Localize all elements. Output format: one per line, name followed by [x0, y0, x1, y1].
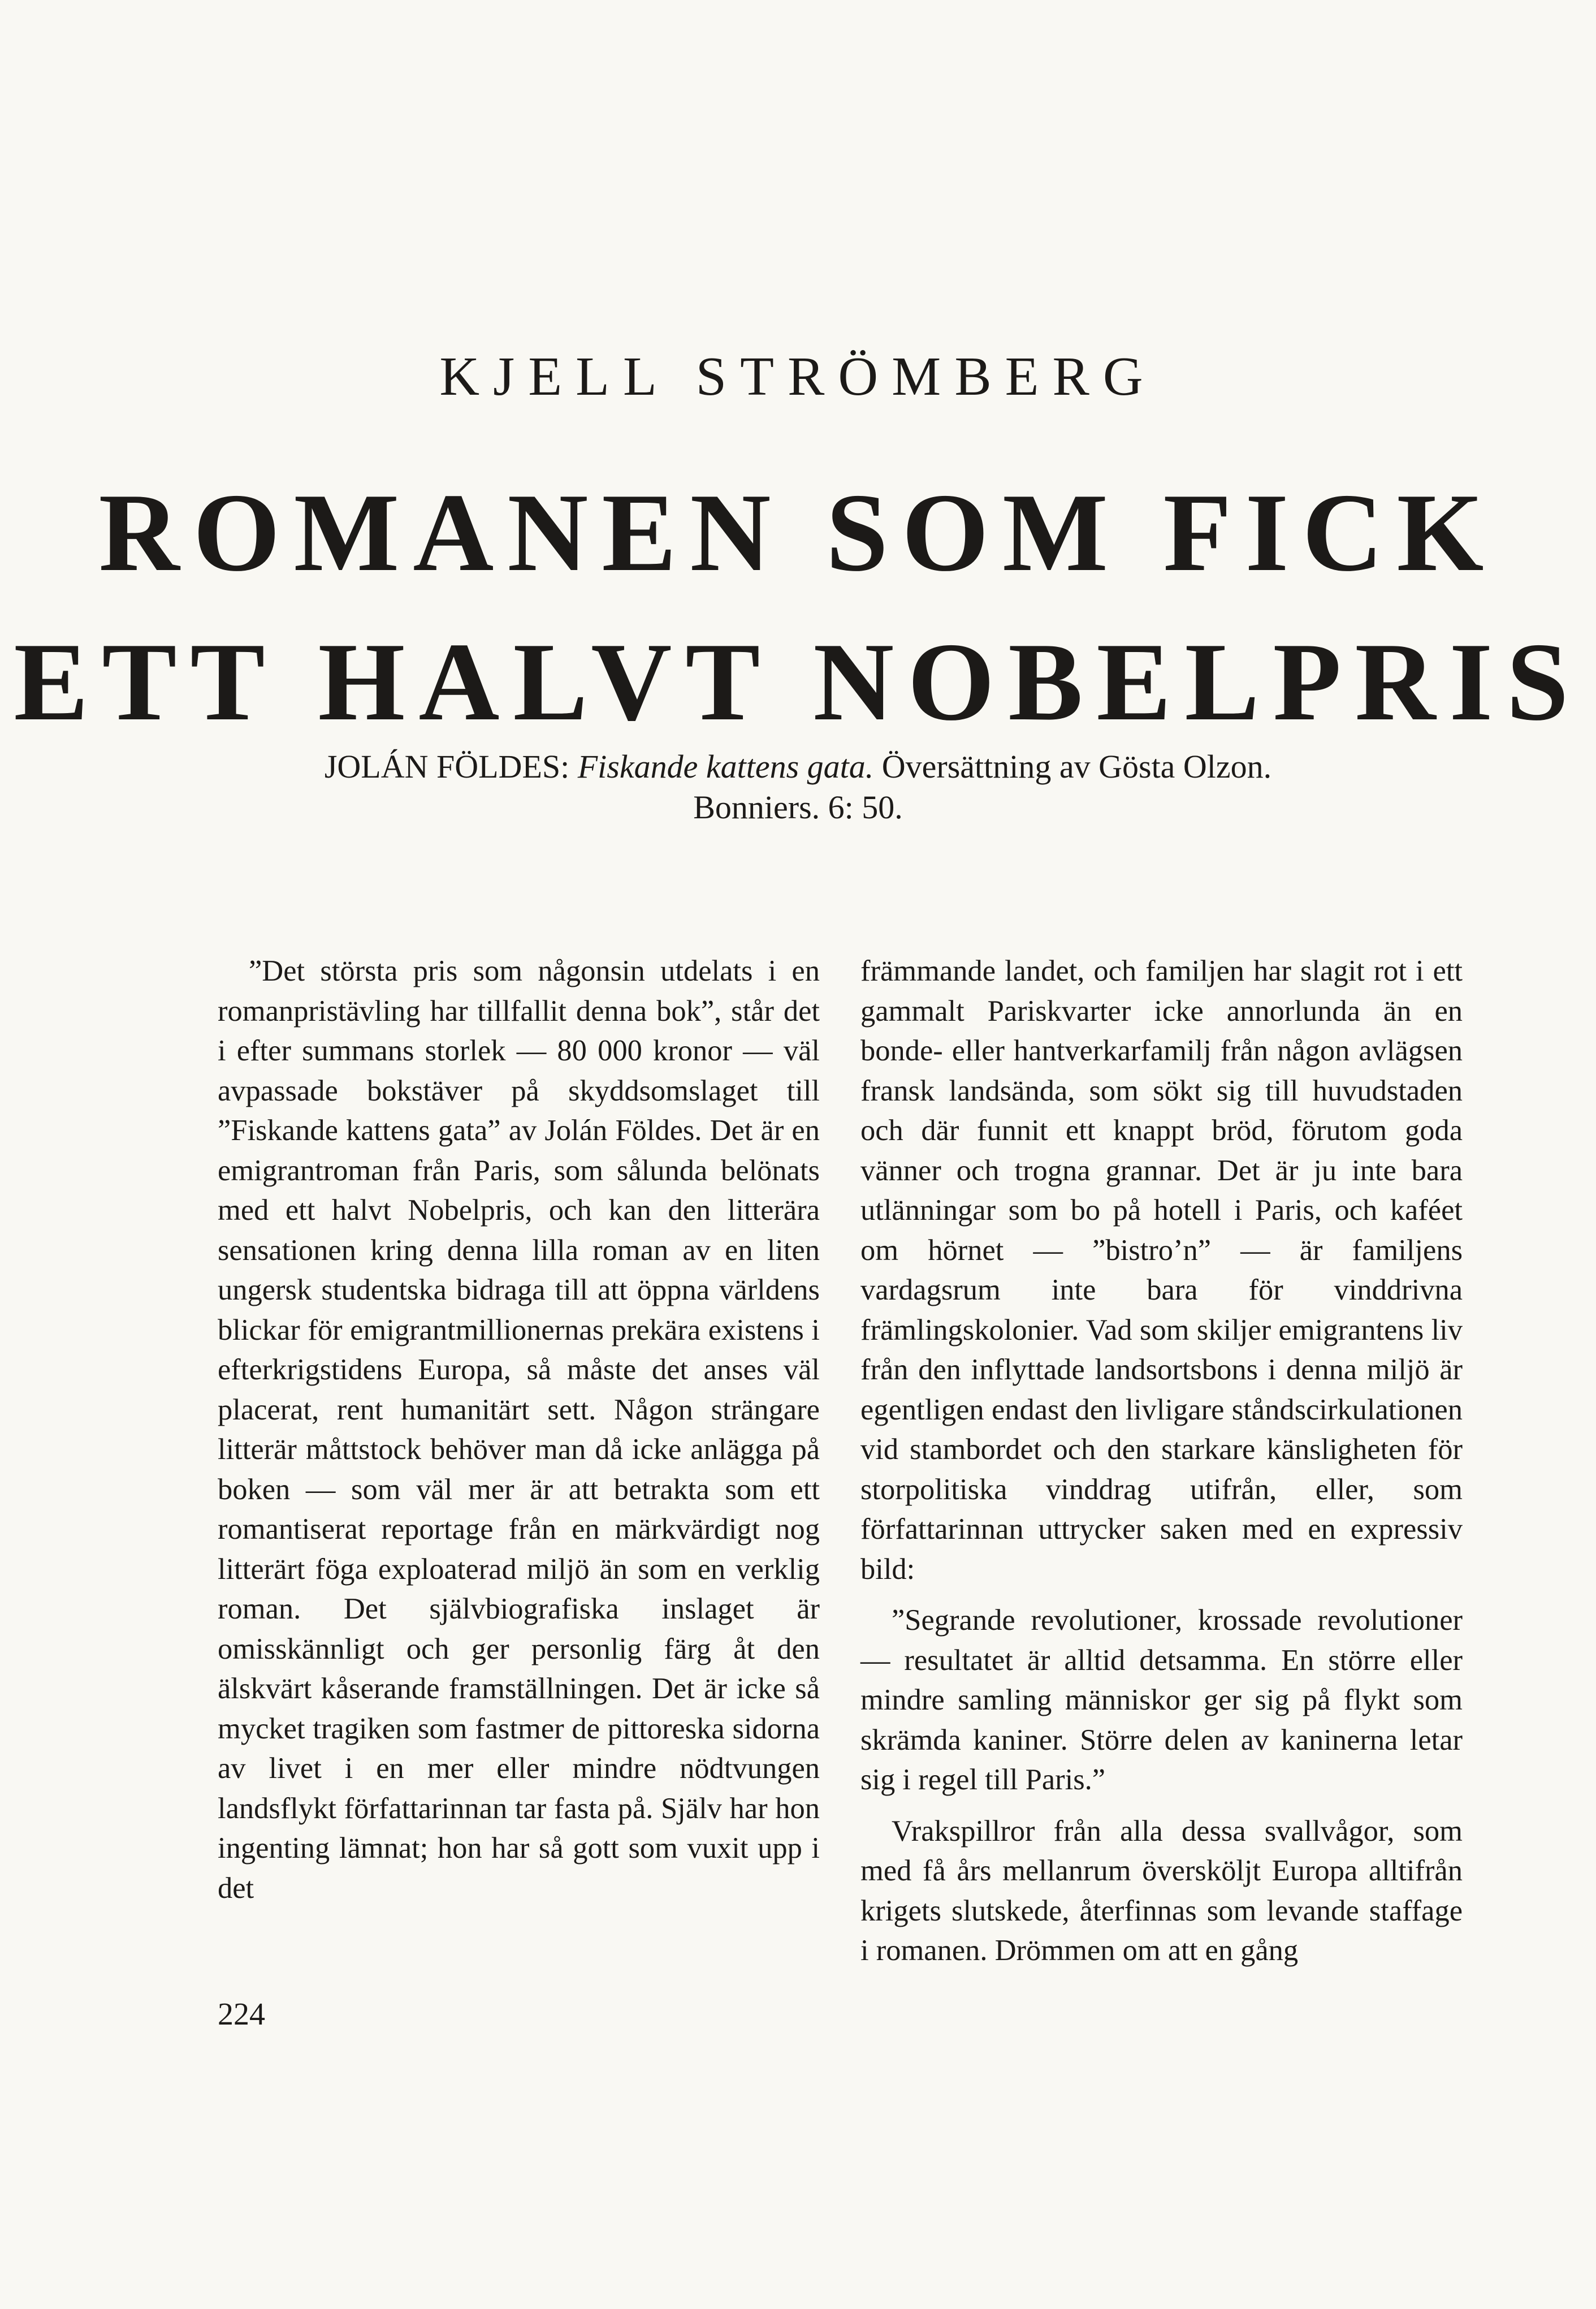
book-reference-line-1	[0, 746, 1596, 787]
left-paragraph-1: ”Det största pris som någonsin utdelats i en romanpristävling har tillfallit denna bok”, står det i efter summans storlek — 80 000 kronor — väl avpassade bokstäver på skyddsomslaget till ”Fiskande kattens gata” av Jolán Földes. Det är en emigrantroman från Paris, som sålunda belönats med ett halvt Nobelpris, och kan den litterära sensationen kring denna lilla roman av en liten ungersk studentska bidraga till att öppna världens blickar för emigrantmillionernas prekära existens i efterkrigstidens Europa, så måste det anses väl placerat, rent humanitärt sett. Någon strängare litterär måttstock behöver man då icke anlägga på boken — som väl mer är att betrakta som ett romantiserat reportage från en märkvärdigt nog litterärt föga exploaterad miljö än som en verklig roman. Det självbiografiska inslaget är omisskännligt och ger personlig färg åt den älskvärt kåserande framställningen. Det är icke så mycket tragiken som fastmer de pittoreska sidorna av livet i en mer eller mindre nödtvungen landsflykt författarinnan tar fasta på. Själv har hon ingenting lämnat; hon har så gott som vuxit upp i det	[218, 955, 820, 1905]
book-title: Fiskande kattens gata.	[577, 748, 874, 785]
left-column	[218, 951, 820, 1908]
title-line-2: ETT HALVT NOBELPRIS	[14, 620, 1582, 744]
article-author: KJELL STRÖMBERG	[439, 346, 1157, 407]
right-paragraph-1: främmande landet, och familjen har slagit rot i ett gammalt Pariskvarter icke annorlunda än en bonde- eller hantverkarfamilj från någon avlägsen fransk landsända, som sökt sig till huvudstaden och där funnit ett knappt bröd, förutom goda vänner och trogna grannar. Det är ju inte bara utlänningar som bo på hotell i Paris, och kaféet om hörnet — ”bistro’n” — är familjens vardagsrum inte bara för vinddrivna främlingskolonier. Vad som skiljer emigrantens liv från den inflyttade landsortsbons i denna miljö är egentligen endast den livligare ståndscirkulationen vid stambordet och den starkare känsligheten för storpolitiska vinddrag utifrån, eller, som författarinnan uttrycker saken med en expressiv bild:	[860, 955, 1463, 1586]
article-title	[0, 458, 1596, 757]
book-translation: Översättning av Gösta Olzon.	[881, 748, 1272, 785]
right-paragraph-2: Vrakspillror från alla dessa svallvågor, som med få års mellanrum översköljt Europa alltifrån krigets slutskede, återfinnas som levande staffage i romanen. Drömmen om att en gång	[860, 1814, 1463, 1967]
book-reference	[0, 746, 1596, 828]
title-line-1: ROMANEN SOM FICK	[98, 471, 1498, 594]
page-number: 224	[218, 1997, 265, 2032]
right-column	[860, 951, 1463, 1971]
book-publisher-price: Bonniers. 6: 50.	[693, 789, 903, 826]
book-author: JOLÁN FÖLDES:	[324, 748, 570, 785]
quote-block: ”Segrande revolutioner, krossade revolutioner — resultatet är alltid detsamma. En större eller mindre samling människor ger sig på flykt som skrämda kaniner. Större delen av kaninerna letar sig i regel till Paris.”	[860, 1604, 1463, 1796]
